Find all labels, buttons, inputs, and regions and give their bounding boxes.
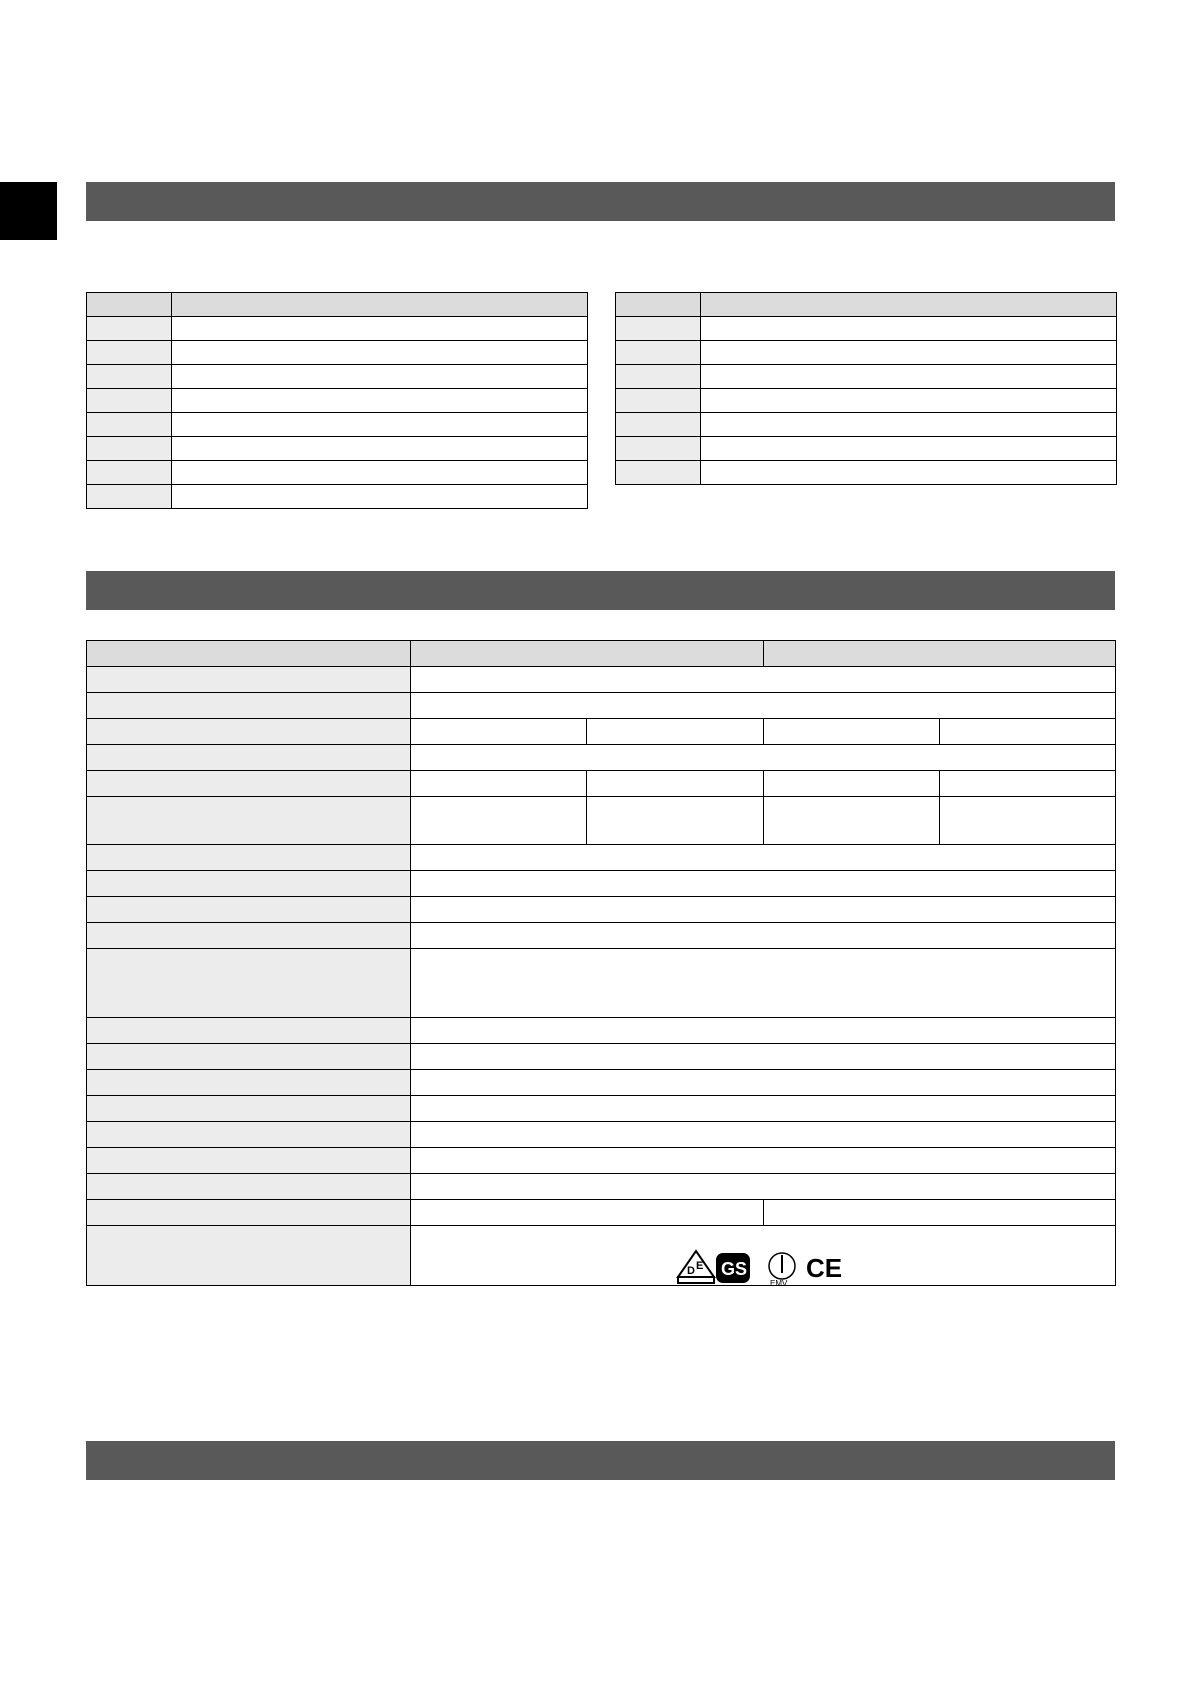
table-cell xyxy=(701,461,1117,485)
parts-table-left xyxy=(86,292,588,509)
table-cell xyxy=(616,365,701,389)
spec-value-cell xyxy=(940,771,1116,797)
section-header-bar-1 xyxy=(86,182,1115,221)
spec-label-cell xyxy=(87,693,411,719)
spec-label-cell xyxy=(87,719,411,745)
table-cell xyxy=(87,389,172,413)
spec-label-cell xyxy=(87,1148,411,1174)
technical-data-table xyxy=(86,640,1116,1286)
table-cell xyxy=(616,341,701,365)
svg-text:E: E xyxy=(696,1260,704,1272)
table-cell xyxy=(616,317,701,341)
table-cell xyxy=(616,461,701,485)
table-cell xyxy=(616,413,701,437)
table-cell xyxy=(701,437,1117,461)
spec-value-cell xyxy=(411,949,1116,1018)
spec-value-cell xyxy=(411,719,587,745)
table-cell xyxy=(172,413,588,437)
spec-value-cell xyxy=(940,797,1116,845)
spec-value-cell xyxy=(411,693,1116,719)
table-cell xyxy=(172,365,588,389)
spec-value-cell xyxy=(411,1174,1116,1200)
spec-label-cell xyxy=(87,897,411,923)
spec-value-cell xyxy=(411,1044,1116,1070)
spec-label-cell xyxy=(87,1122,411,1148)
parts-table-header-cell xyxy=(87,293,172,317)
certification-logos xyxy=(676,1247,856,1287)
table-cell xyxy=(701,413,1117,437)
table-cell xyxy=(701,341,1117,365)
parts-table-header-cell xyxy=(701,293,1117,317)
spec-label-cell xyxy=(87,1226,411,1286)
table-cell xyxy=(616,389,701,413)
spec-header-cell xyxy=(411,641,764,667)
table-cell xyxy=(87,437,172,461)
spec-label-cell xyxy=(87,949,411,1018)
section-header-bar-3 xyxy=(86,1441,1115,1480)
spec-value-cell xyxy=(411,745,1116,771)
spec-value-cell xyxy=(587,719,764,745)
parts-table-header-cell xyxy=(172,293,588,317)
spec-label-cell xyxy=(87,923,411,949)
spec-value-cell xyxy=(411,1122,1116,1148)
table-cell xyxy=(701,365,1117,389)
table-cell xyxy=(172,389,588,413)
table-cell xyxy=(87,485,172,509)
spec-header-cell xyxy=(764,641,1116,667)
table-cell xyxy=(87,461,172,485)
spec-value-cell xyxy=(411,923,1116,949)
spec-label-cell xyxy=(87,667,411,693)
gs-mark-icon xyxy=(716,1253,750,1283)
table-cell xyxy=(616,437,701,461)
vde-mark-icon xyxy=(678,1251,714,1283)
table-cell xyxy=(172,437,588,461)
spec-value-cell xyxy=(411,1148,1116,1174)
spec-label-cell xyxy=(87,1044,411,1070)
spec-value-cell xyxy=(411,797,587,845)
spec-value-cell xyxy=(587,771,764,797)
parts-table-header-cell xyxy=(616,293,701,317)
spec-label-cell xyxy=(87,871,411,897)
spec-value-cell xyxy=(411,845,1116,871)
spec-value-cell xyxy=(411,1018,1116,1044)
spec-value-cell xyxy=(411,1096,1116,1122)
spec-value-cell xyxy=(411,1200,764,1226)
table-cell xyxy=(701,317,1117,341)
spec-value-cell xyxy=(411,897,1116,923)
ce-mark-icon xyxy=(806,1253,842,1283)
spec-label-cell xyxy=(87,797,411,845)
spec-value-cell xyxy=(764,797,940,845)
spec-value-cell xyxy=(587,797,764,845)
svg-text:GS: GS xyxy=(721,1259,748,1279)
table-cell xyxy=(87,341,172,365)
section-header-bar-2 xyxy=(86,571,1115,610)
table-cell xyxy=(172,317,588,341)
spec-label-cell xyxy=(87,1018,411,1044)
spec-value-cell xyxy=(764,771,940,797)
chapter-tab xyxy=(0,182,57,240)
spec-label-cell xyxy=(87,745,411,771)
table-cell xyxy=(701,389,1117,413)
spec-value-cell xyxy=(411,667,1116,693)
spec-header-cell xyxy=(87,641,411,667)
vde-emv-mark-icon xyxy=(769,1253,795,1287)
spec-value-cell xyxy=(764,1200,1116,1226)
svg-text:EMV: EMV xyxy=(770,1279,788,1287)
table-cell xyxy=(87,317,172,341)
spec-label-cell xyxy=(87,1096,411,1122)
svg-text:D: D xyxy=(687,1265,695,1277)
table-cell xyxy=(172,341,588,365)
table-cell xyxy=(172,485,588,509)
spec-value-cell xyxy=(411,771,587,797)
table-cell xyxy=(172,461,588,485)
parts-table-right xyxy=(615,292,1117,485)
table-cell xyxy=(87,365,172,389)
spec-value-cell xyxy=(940,719,1116,745)
spec-label-cell xyxy=(87,1174,411,1200)
spec-label-cell xyxy=(87,1070,411,1096)
spec-label-cell xyxy=(87,771,411,797)
spec-value-cell xyxy=(764,719,940,745)
svg-text:CE: CE xyxy=(806,1253,843,1283)
spec-value-cell xyxy=(411,1070,1116,1096)
spec-label-cell xyxy=(87,845,411,871)
spec-value-cell xyxy=(411,871,1116,897)
table-cell xyxy=(87,413,172,437)
spec-label-cell xyxy=(87,1200,411,1226)
